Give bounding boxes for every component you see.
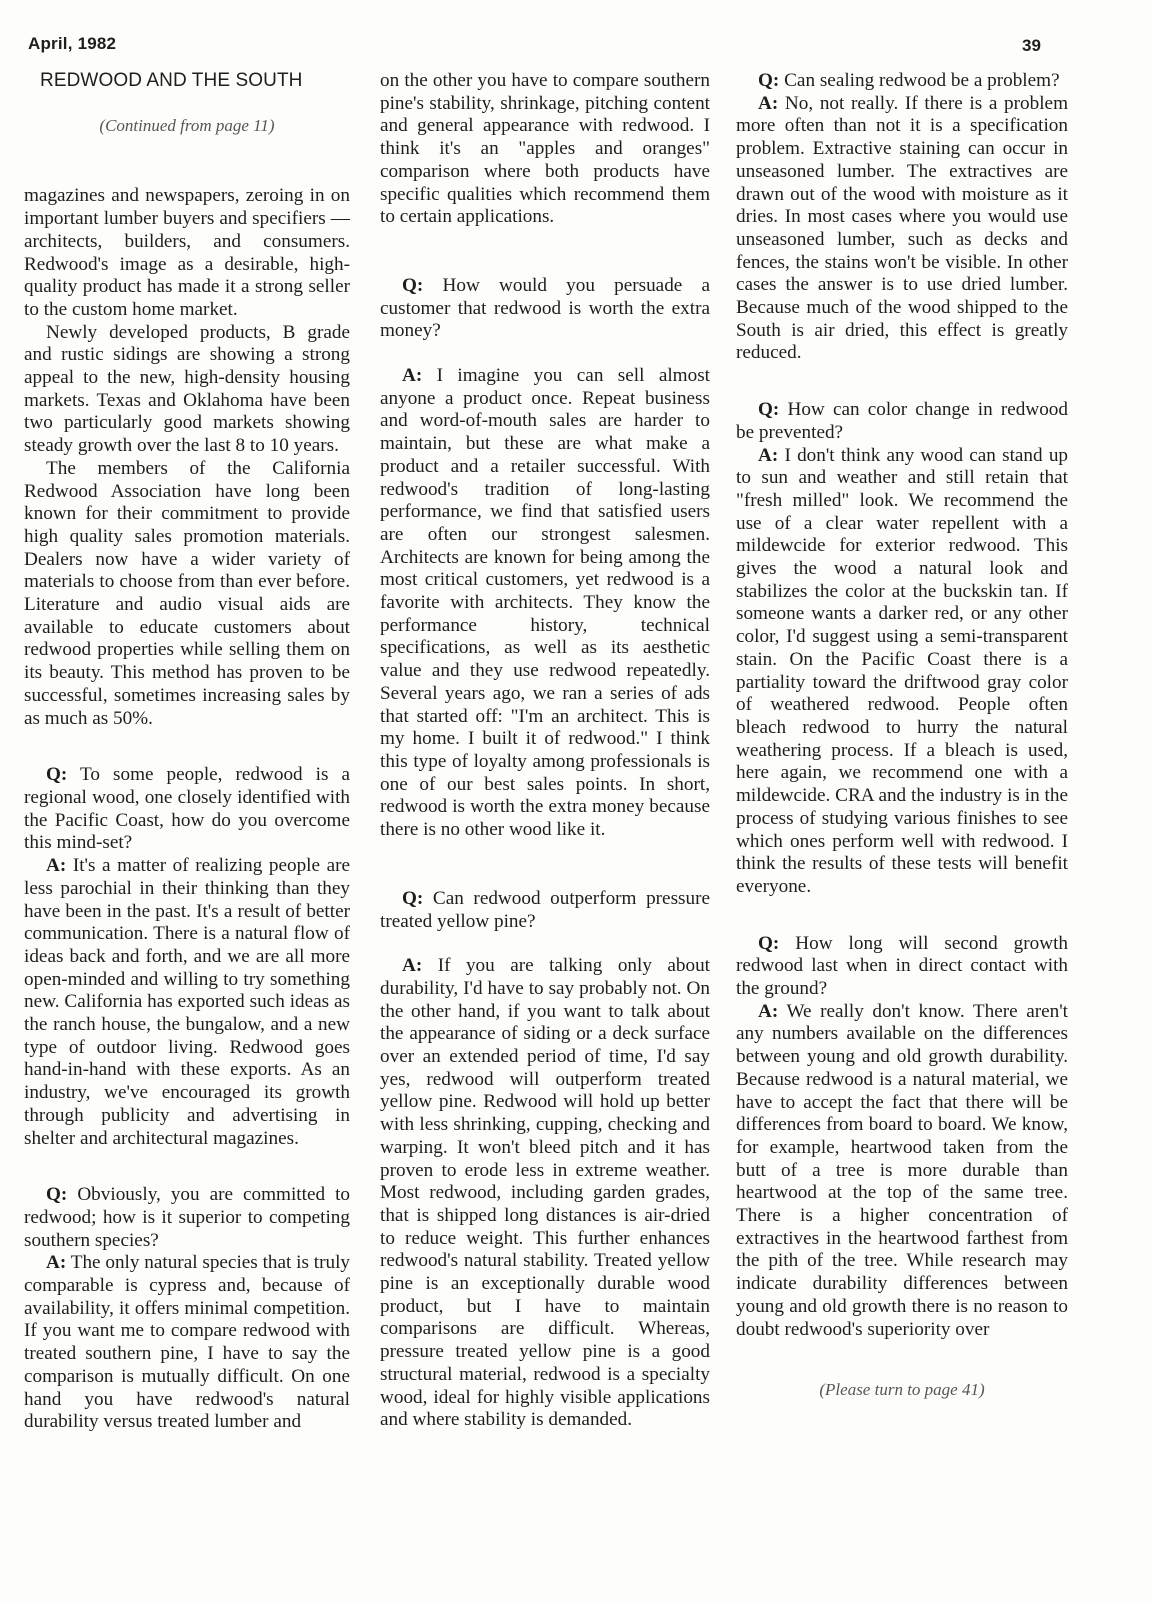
issue-date: April, 1982: [28, 34, 117, 53]
answer-text: It's a matter of realizing people are less parochial in their thinking than they have been in the past. It's a result of better communication. There is a natural flow of ideas back and forth, and we are all more open-minded and willing to try something new. California has exported such ideas as the ranch house, the bungalow, and a new type of outdoor living. Redwood goes hand-in-hand with these exports. As an industry, we've encouraged its growth through publicity and advertising in shelter and architectural magazines.: [24, 855, 350, 1149]
question-1: [24, 764, 350, 855]
answer-text: If you are talking only about durability, I'd have to say probably not. On the other hand, if you want to talk about the appearance of siding or a deck surface over an extended period of time, I'd say yes, redwood will outperform treated yellow pine. Redwood will hold up better with less shrinking, cupping, checking and warping. It won't bleed pitch and it has proven to erode less in extreme weather. Most redwood, including garden grades, that is shipped long distances is air-dried to reduce weight. This further enhances redwood's natural stability. Treated yellow pine is an exceptionally durable wood product, but I have to maintain comparisons are difficult. Whereas, pressure treated yellow pine is a good structural material, redwood is a specialty wood, ideal for highly visible applications and where stability is demanded.: [380, 955, 711, 1431]
question-label: Q:: [758, 70, 780, 91]
answer-2-part-1: [24, 1252, 350, 1434]
intro-paragraph-1: magazines and newspapers, zeroing in on important lumber buyers and specifiers — architects, builders, and consumers. Redwood's image as a desirable, high-quality product has made it a strong seller to the custom home market.: [24, 185, 350, 320]
answer-5: [736, 93, 1068, 365]
continued-to-note: (Please turn to page 41): [819, 1380, 985, 1400]
question-label: Q:: [46, 764, 68, 786]
answer-label: A:: [402, 365, 423, 387]
answer-label: A:: [758, 1000, 779, 1022]
question-3: [380, 275, 710, 343]
question-6: [736, 399, 1068, 444]
question-text: Obviously, you are committed to redwood; how is it superior to competing southern species?: [24, 1184, 350, 1251]
answer-1: [24, 855, 350, 1150]
answer-text: The only natural species that is truly comparable is cypress and, because of availability, it offers minimal competition. If you want me to compare redwood with treated southern pine, I have to say the comparison is mutually difficult. On one hand you have redwood's natural durability versus treated lumber and: [24, 1252, 350, 1433]
answer-6: [736, 445, 1068, 899]
question-text: How would you persuade a customer that redwood is worth the extra money?: [380, 274, 711, 342]
answer-label: A:: [46, 1252, 67, 1274]
answer-label: A:: [758, 444, 779, 466]
answer-label: A:: [402, 955, 423, 977]
intro-paragraph-2: Newly developed products, B grade and rustic sidings are showing a strong appeal to the new, high-density housing markets. Texas and Oklahoma have been two particularly good markets showing steady growth over the last 8 to 10 years.: [24, 321, 350, 457]
question-label: Q:: [46, 1184, 68, 1206]
answer-3: [380, 365, 710, 842]
answer-text: I don't think any wood can stand up to sun and weather and still retain that "fresh milled" look. We recommend the use of a clear water repellent with a mildewcide for exterior redwood. This gives the wood a natural look and stabilizes the color at the buckskin tan. If someone wants a darker red, or any other color, I'd suggest using a semi-transparent stain. On the Pacific Coast there is a partiality toward the driftwood gray color of weathered redwood. People often bleach redwood to hurry the natural weathering process. If a bleach is used, here again, we recommend one with a mildewcide. CRA and the industry is in the process of studying various finishes to see which ones perform well with redwood. I think the results of these tests will benefit everyone.: [736, 444, 1069, 897]
question-label: Q:: [402, 887, 424, 909]
question-label: Q:: [758, 399, 780, 421]
question-text: How can color change in redwood be prevented?: [736, 399, 1068, 443]
intro-paragraph-3: The members of the California Redwood Association have long been known for their commitment to provide high quality sales promotion materials. Dealers now have a wider variety of materials to choose from than ever before. Literature and audio visual aids are available to educate customers about redwood properties while selling them on its beauty. This method has proven to be successful, sometimes increasing sales by as much as 50%.: [24, 457, 350, 729]
question-2: [24, 1184, 350, 1252]
question-4: [380, 888, 710, 933]
answer-2-part-2: on the other you have to compare southern pine's stability, shrinkage, pitching content and general appearance with redwood. I think it's an "apples and oranges" comparison where both products have specific qualities which recommend them to certain applications.: [380, 70, 710, 228]
question-text: How long will second growth redwood last when in direct contact with the ground?: [736, 932, 1068, 1000]
answer-label: A:: [46, 855, 67, 877]
answer-text: We really don't know. There aren't any numbers available on the differences between young and old growth durability. Because redwood is a natural material, we have to accept the fact that there will be differences from board to board. We know, for example, heartwood taken from the butt of a tree is more durable than heartwood at the top of the same tree. There is a higher concentration of extractives in the heartwood farthest from the pith of the tree. While research may indicate durability differences between young and old growth there is no reason to doubt redwood's superiority over: [736, 1000, 1068, 1340]
continued-from-note: (Continued from page 11): [99, 115, 275, 135]
question-5: [736, 70, 1068, 93]
answer-7: [736, 1001, 1068, 1342]
question-label: Q:: [402, 274, 424, 296]
column-2: [380, 70, 710, 1432]
column-3: [736, 70, 1068, 1402]
answer-label: A:: [758, 92, 779, 114]
question-text: Can sealing redwood be a problem?: [784, 70, 1060, 91]
question-text: To some people, redwood is a regional wood, one closely identified with the Pacific Coast, how do you overcome this mind-set?: [24, 764, 351, 854]
question-label: Q:: [758, 932, 780, 954]
question-text: Can redwood outperform pressure treated yellow pine?: [380, 887, 710, 932]
question-7: [736, 933, 1068, 1001]
column-1: [24, 70, 350, 1434]
answer-4: [380, 955, 710, 1432]
answer-text: I imagine you can sell almost anyone a product once. Repeat business and word-of-mouth sales are harder to maintain, but these are what make a product and a retailer successful. With redwood's tradition of long-lasting performance, we find that satisfied users are often our strongest salesmen. Architects are known for being among the most critical customers, yet redwood is a favorite with architects. They know the performance history, technical specifications, as well as its aesthetic value and they use redwood repeatedly. Several years ago, we ran a series of ads that started off: "I'm an architect. This is my home. I built it of redwood." I think this type of loyalty among professionals is one of our best sales points. In short, redwood is worth the extra money because there is no other wood like it.: [380, 365, 710, 841]
answer-text: No, not really. If there is a problem more often than not it is a specification problem. Extractive staining can occur in unseasoned lumber. The extractives are drawn out of the wood with moisture as it dries. In most cases where you would use unseasoned lumber, such as decks and fences, the stains won't be visible. In other cases the answer is to use dried lumber. Because much of the wood shipped to the South is air dried, this effect is greatly reduced.: [736, 92, 1068, 364]
article-headline: REDWOOD AND THE SOUTH: [40, 70, 303, 91]
page-number: 39: [1022, 36, 1041, 55]
